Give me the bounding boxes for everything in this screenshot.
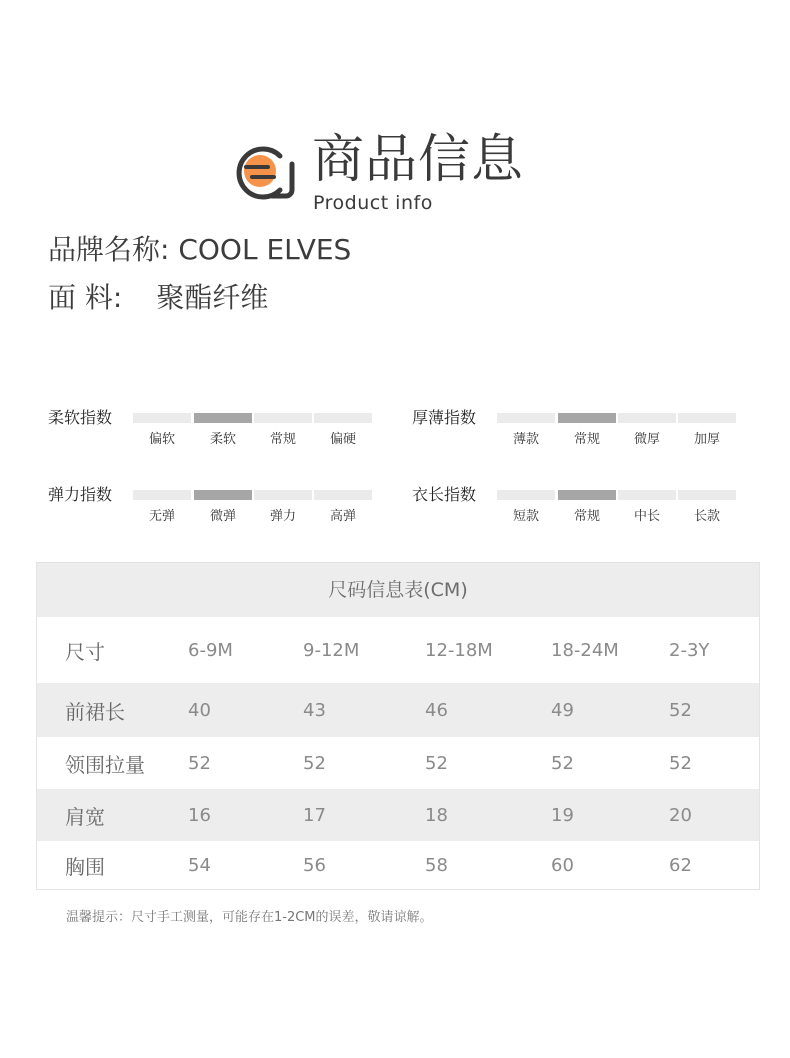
table-cell: 43 [303, 699, 326, 721]
index-segment-selected [558, 413, 616, 423]
index-segment [678, 490, 736, 500]
table-cell: 17 [303, 804, 326, 826]
index-scale [412, 482, 742, 532]
page-subtitle: Product info [313, 192, 433, 214]
index-segment [678, 413, 736, 423]
table-cell: 56 [303, 854, 326, 876]
table-cell: 52 [669, 752, 692, 774]
size-table [36, 562, 760, 890]
index-option: 偏硬 [329, 432, 356, 447]
table-cell: 52 [303, 752, 326, 774]
table-cell: 18-24M [551, 639, 619, 661]
row-label: 尺寸 [65, 639, 105, 664]
table-cell: 40 [188, 699, 211, 721]
index-label: 厚薄指数 [412, 408, 477, 427]
table-row [37, 737, 759, 789]
row-label: 前裙长 [65, 699, 125, 724]
index-segment-selected [194, 490, 252, 500]
table-row [37, 841, 759, 889]
index-segment [618, 490, 676, 500]
size-table-title: 尺码信息表(CM) [37, 563, 759, 617]
index-option: 加厚 [693, 432, 720, 447]
index-option: 短款 [512, 509, 539, 524]
table-cell: 60 [551, 854, 574, 876]
index-option: 高弹 [329, 509, 356, 524]
index-scale [48, 482, 378, 532]
index-scale [48, 405, 378, 455]
table-cell: 52 [551, 752, 574, 774]
index-segment [314, 413, 372, 423]
index-label: 柔软指数 [48, 408, 113, 427]
index-segment [254, 413, 312, 423]
table-cell: 46 [425, 699, 448, 721]
index-segment-selected [558, 490, 616, 500]
fabric-line [48, 276, 268, 316]
index-segment [618, 413, 676, 423]
table-cell: 52 [425, 752, 448, 774]
table-cell: 9-12M [303, 639, 360, 661]
index-option: 无弹 [148, 509, 175, 524]
table-cell: 16 [188, 804, 211, 826]
table-cell: 18 [425, 804, 448, 826]
index-label: 弹力指数 [48, 485, 113, 504]
size-header-row [37, 617, 759, 683]
index-option: 微弹 [209, 509, 236, 524]
brand-value: COOL ELVES [178, 233, 352, 266]
index-option: 弹力 [269, 509, 296, 524]
index-option: 常规 [573, 509, 600, 524]
row-label: 胸围 [65, 854, 105, 879]
fabric-value: 聚酯纤维 [156, 281, 269, 314]
measurement-note: 温馨提示：尺寸手工测量，可能存在1-2CM的误差，敬请谅解。 [66, 910, 433, 925]
index-segment [254, 490, 312, 500]
index-option: 中长 [633, 509, 660, 524]
index-option: 偏软 [148, 432, 175, 447]
table-cell: 19 [551, 804, 574, 826]
row-label: 领围拉量 [65, 752, 145, 777]
index-segment-selected [194, 413, 252, 423]
table-cell: 6-9M [188, 639, 233, 661]
index-label: 衣长指数 [412, 485, 477, 504]
index-segment [133, 490, 191, 500]
index-option: 柔软 [209, 432, 236, 447]
table-cell: 54 [188, 854, 211, 876]
document-list-icon [228, 142, 296, 206]
table-cell: 2-3Y [669, 639, 710, 661]
index-option: 常规 [269, 432, 296, 447]
page-title: 商品信息 [312, 130, 525, 190]
index-option: 常规 [573, 432, 600, 447]
brand-line [48, 228, 351, 268]
table-cell: 12-18M [425, 639, 493, 661]
table-cell: 58 [425, 854, 448, 876]
index-segment [133, 413, 191, 423]
brand-label: 品牌名称: [48, 233, 170, 266]
table-row [37, 789, 759, 841]
index-scale [412, 405, 742, 455]
table-row [37, 683, 759, 737]
index-option: 微厚 [633, 432, 660, 447]
table-cell: 52 [188, 752, 211, 774]
table-cell: 62 [669, 854, 692, 876]
table-cell: 49 [551, 699, 574, 721]
index-option: 长款 [693, 509, 720, 524]
fabric-label: 面 料: [48, 281, 123, 314]
index-segment [314, 490, 372, 500]
index-segment [497, 413, 555, 423]
index-option: 薄款 [512, 432, 539, 447]
row-label: 肩宽 [65, 804, 105, 829]
table-cell: 52 [669, 699, 692, 721]
table-cell: 20 [669, 804, 692, 826]
index-segment [497, 490, 555, 500]
